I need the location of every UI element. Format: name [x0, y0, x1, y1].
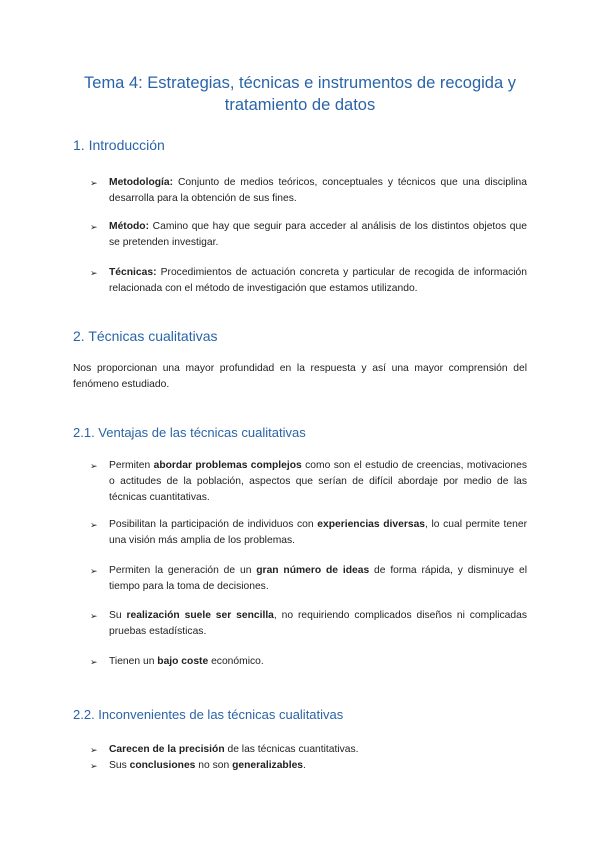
- emphasis: conclusiones: [129, 760, 196, 771]
- list-item: ➢ Su realización suele ser sencilla, no requiriendo complicados diseños ni complicadas pruebas estadísticas.: [90, 610, 527, 637]
- list-item: ➢ Sus conclusiones no son generalizables.: [90, 758, 527, 774]
- arrow-bullet-icon: ➢: [90, 566, 98, 576]
- section-heading-introduccion: 1. Introducción: [73, 137, 165, 153]
- arrow-bullet-icon: ➢: [90, 268, 98, 278]
- emphasis: abordar problemas complejos: [153, 460, 302, 471]
- emphasis: gran número de ideas: [256, 565, 370, 576]
- list-item: [90, 265, 527, 297]
- subsection-heading-ventajas: 2.1. Ventajas de las técnicas cualitativas: [73, 425, 306, 440]
- term: Metodología:: [109, 177, 174, 188]
- arrow-bullet-icon: ➢: [90, 761, 98, 771]
- arrow-bullet-icon: ➢: [90, 520, 98, 530]
- definition: Camino que hay que seguir para acceder al análisis de los distintos objetos que se pretenden investigar.: [109, 221, 527, 248]
- list-item: ➢ Permiten la generación de un gran número de ideas de forma rápida, y disminuye el tiempo para la toma de decisiones.: [90, 565, 527, 592]
- title-line-1: Tema 4: Estrategias, técnicas e instrumentos de recogida y: [84, 74, 516, 92]
- arrow-bullet-icon: ➢: [90, 178, 98, 188]
- emphasis: realización suele ser sencilla: [126, 610, 274, 621]
- definition: Conjunto de medios teóricos, conceptuales y técnicos que una disciplina desarrolla para la obtención de sus fines.: [109, 177, 527, 204]
- emphasis: bajo coste: [157, 656, 209, 667]
- arrow-bullet-icon: ➢: [90, 611, 98, 621]
- section-intro-paragraph: Nos proporcionan una mayor profundidad en la respuesta y así una mayor comprensión del fenómeno estudiado.: [73, 363, 527, 390]
- definition: Procedimientos de actuación concreta y particular de recogida de información relacionada con el método de investigación que estamos utilizando.: [109, 267, 527, 294]
- list-item: ➢ Tienen un bajo coste económico.: [90, 654, 527, 670]
- list-item: ➢ Permiten abordar problemas complejos como son el estudio de creencias, motivaciones o actitudes de la población, aspectos que serían de difícil abordaje por medio de las técnicas cuantitativas.: [90, 460, 528, 503]
- arrow-bullet-icon: ➢: [90, 657, 98, 667]
- section-heading-tecnicas-cualitativas: 2. Técnicas cualitativas: [73, 328, 218, 344]
- title-line-2: tratamiento de datos: [224, 96, 376, 114]
- subsection-heading-inconvenientes: 2.2. Inconvenientes de las técnicas cualitativas: [73, 707, 344, 722]
- list-item: [90, 175, 527, 207]
- arrow-bullet-icon: ➢: [90, 222, 98, 232]
- emphasis: generalizables: [232, 760, 304, 771]
- term: Método:: [109, 221, 150, 232]
- emphasis: Carecen de la precisión: [109, 744, 225, 755]
- term: Técnicas:: [109, 267, 157, 278]
- arrow-bullet-icon: ➢: [90, 461, 98, 471]
- list-item: [90, 219, 527, 251]
- arrow-bullet-icon: ➢: [90, 745, 98, 755]
- list-item: ➢ Posibilitan la participación de individuos con experiencias diversas, lo cual permite tener una visión más amplia de los problemas.: [90, 519, 528, 546]
- emphasis: experiencias diversas: [317, 519, 426, 530]
- list-item: ➢ Carecen de la precisión de las técnicas cuantitativas.: [90, 742, 527, 758]
- document-title: [60, 72, 540, 116]
